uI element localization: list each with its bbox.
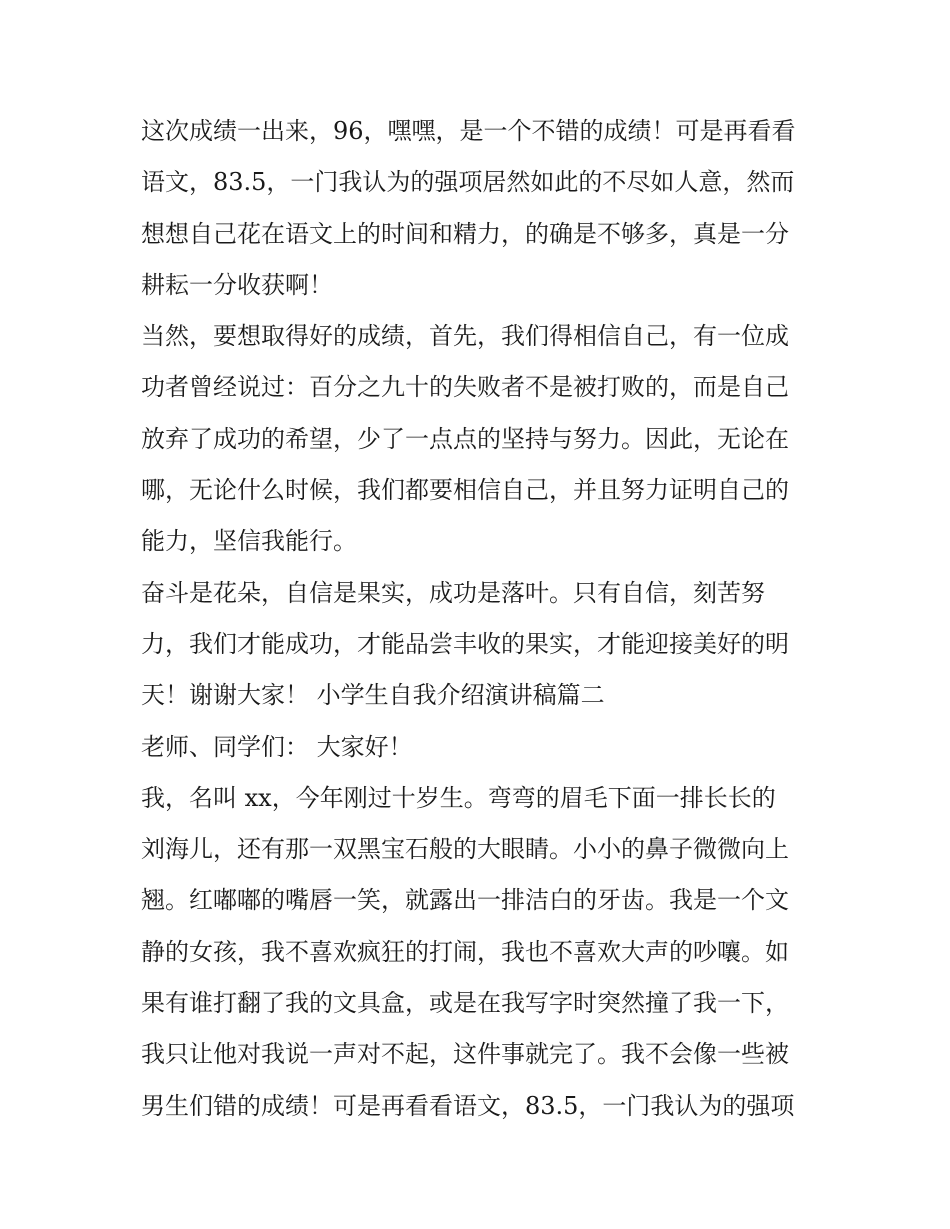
text-line: 当然，要想取得好的成绩，首先，我们得相信自己，有一位成: [141, 322, 789, 351]
text-line: 刘海儿，还有那一双黑宝石般的大眼睛。小小的鼻子微微向上: [141, 835, 789, 864]
text-line: 哪，无论什么时候，我们都要相信自己，并且努力证明自己的: [141, 476, 789, 505]
text-line: 翘。红嘟嘟的嘴唇一笑，就露出一排洁白的牙齿。我是一个文: [141, 886, 789, 915]
text-line: 天！谢谢大家！ 小学生自我介绍演讲稿篇二: [141, 681, 605, 710]
text-line: 想想自己花在语文上的时间和精力，的确是不够多，真是一分: [141, 219, 789, 248]
text-line: 男生们错的成绩！可是再看看语文，83.5，一门我认为的强项: [141, 1091, 795, 1120]
text-line: 语文，83.5，一门我认为的强项居然如此的不尽如人意，然而: [141, 168, 795, 197]
text-line: 静的女孩，我不喜欢疯狂的打闹，我也不喜欢大声的吵嚷。如: [141, 937, 789, 966]
body-text: [141, 106, 821, 1132]
text-line: 老师、同学们： 大家好！: [141, 732, 413, 761]
text-line: 果有谁打翻了我的文具盒，或是在我写字时突然撞了我一下，: [141, 989, 789, 1018]
text-line: 力，我们才能成功，才能品尝丰收的果实，才能迎接美好的明: [141, 629, 789, 658]
text-line: 功者曾经说过：百分之九十的失败者不是被打败的，而是自己: [141, 373, 789, 402]
text-line: 奋斗是花朵，自信是果实，成功是落叶。只有自信，刻苦努: [141, 578, 765, 607]
text-line: 能力，坚信我能行。: [141, 527, 357, 556]
text-line: 我只让他对我说一声对不起，这件事就完了。我不会像一些被: [141, 1040, 789, 1069]
text-line: 放弃了成功的希望，少了一点点的坚持与努力。因此，无论在: [141, 424, 789, 453]
text-line: 这次成绩一出来，96，嘿嘿，是一个不错的成绩！可是再看看: [141, 117, 796, 145]
text-line: 我，名叫 xx，今年刚过十岁生。弯弯的眉毛下面一排长长的: [141, 783, 776, 812]
text-line: 耕耘一分收获啊！: [141, 270, 333, 299]
